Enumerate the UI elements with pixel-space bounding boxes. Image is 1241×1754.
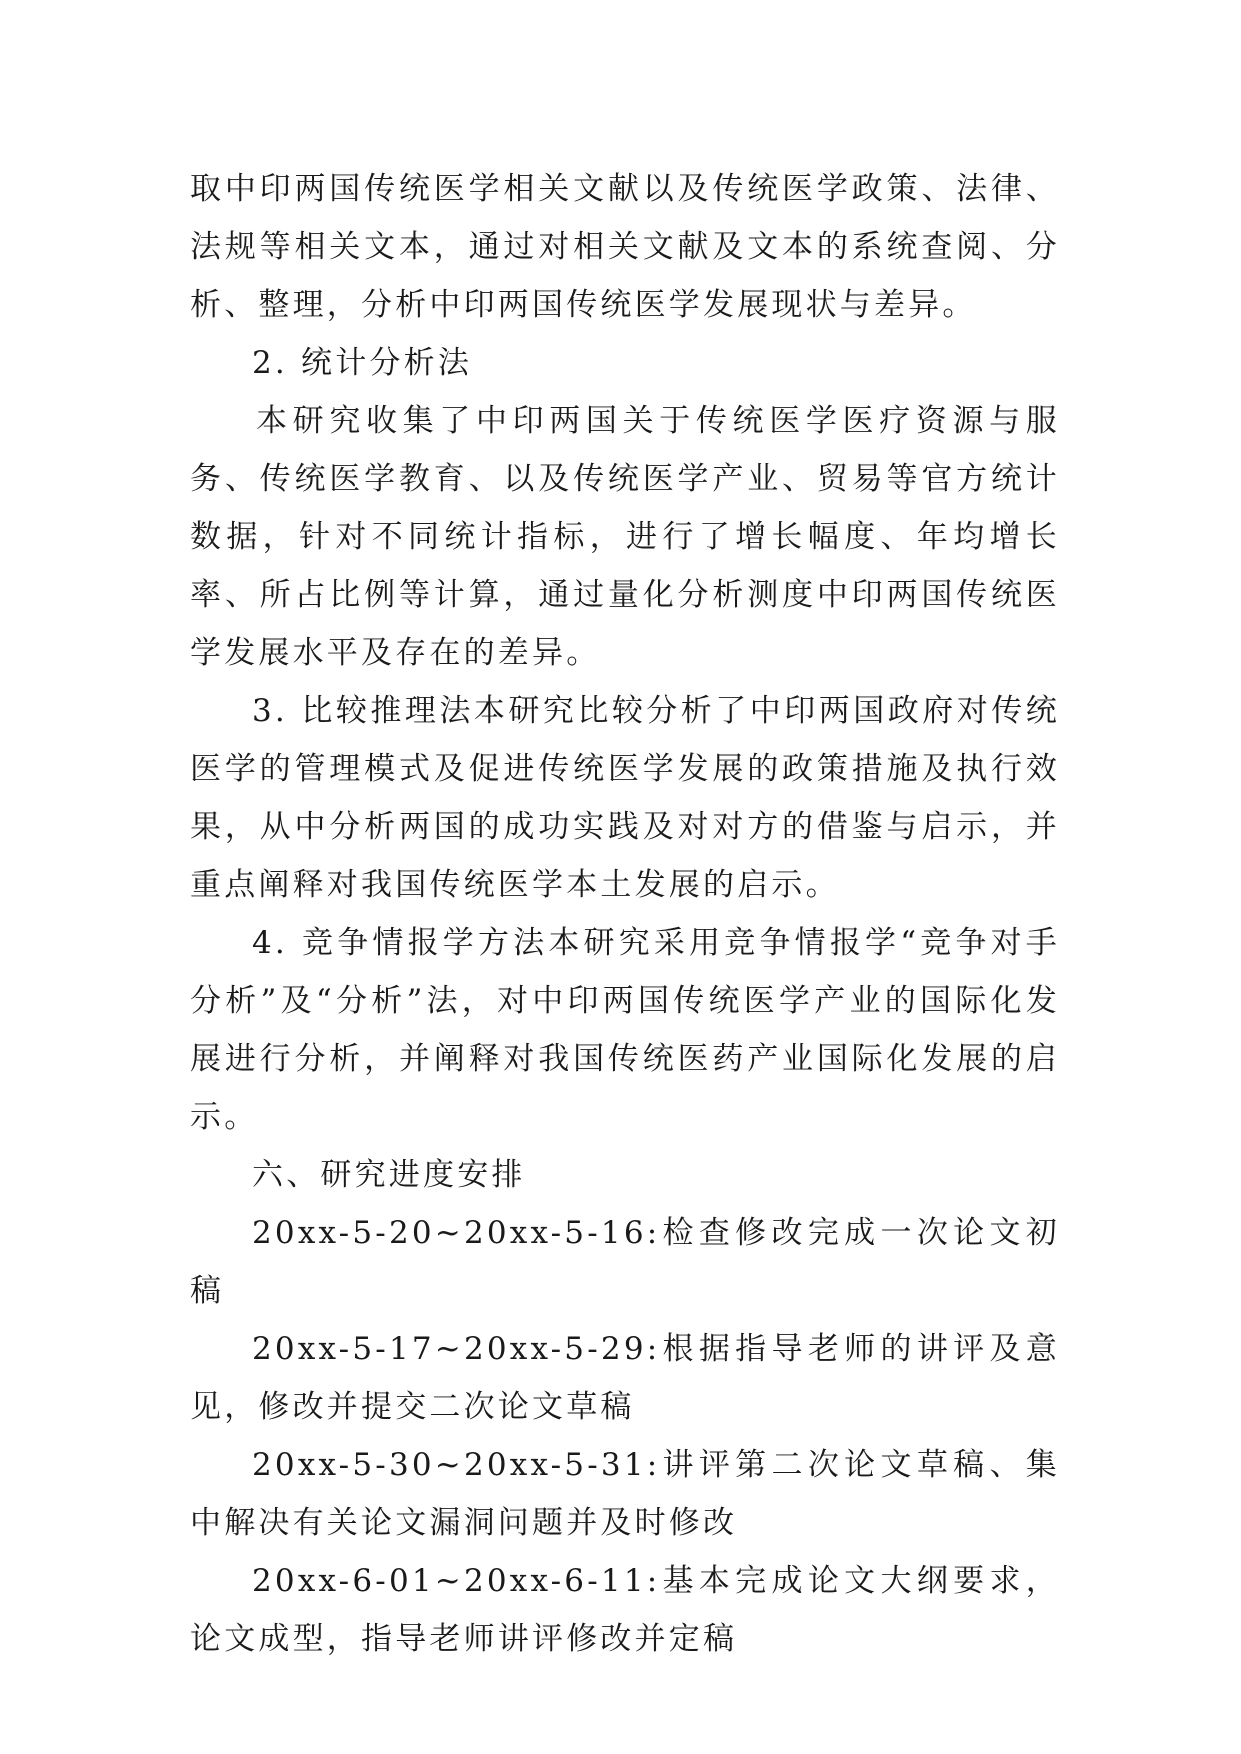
schedule-item-4: 20xx-6-01~20xx-6-11:基本完成论文大纲要求，论文成型，指导老师讲评修改并定稿 bbox=[190, 1563, 1060, 1657]
schedule-item-3: 20xx-5-30~20xx-5-31:讲评第二次论文草稿、集中解决有关论文漏洞问题并及时修改 bbox=[190, 1447, 1060, 1541]
schedule-item-2: 20xx-5-17~20xx-5-29:根据指导老师的讲评及意见，修改并提交二次论文草稿 bbox=[190, 1331, 1060, 1425]
paragraph-comparative-reasoning: 3. 比较推理法本研究比较分析了中印两国政府对传统医学的管理模式及促进传统医学发展的政策措施及执行效果，从中分析两国的成功实践及对对方的借鉴与启示，并重点阐释对我国传统医学本土发展的启示。 bbox=[190, 693, 1060, 903]
heading-research-schedule: 六、研究进度安排 bbox=[252, 1157, 526, 1193]
paragraph-competitive-intelligence: 4. 竞争情报学方法本研究采用竞争情报学“竞争对手分析”及“分析”法，对中印两国传统医学产业的国际化发展进行分析，并阐释对我国传统医药产业国际化发展的启示。 bbox=[190, 925, 1060, 1135]
paragraph-literature-method-continued: 取中印两国传统医学相关文献以及传统医学政策、法律、法规等相关文本，通过对相关文献及文本的系统查阅、分析、整理，分析中印两国传统医学发展现状与差异。 bbox=[190, 171, 1060, 323]
schedule-item-1: 20xx-5-20~20xx-5-16:检查修改完成一次论文初稿 bbox=[190, 1215, 1060, 1309]
paragraph-statistical-analysis: 本研究收集了中印两国关于传统医学医疗资源与服务、传统医学教育、以及传统医学产业、贸易等官方统计数据，针对不同统计指标，进行了增长幅度、年均增长率、所占比例等计算，通过量化分析测度中印两国传统医学发展水平及存在的差异。 bbox=[190, 403, 1060, 671]
heading-statistical-analysis: 2. 统计分析法 bbox=[252, 345, 473, 381]
document-body bbox=[190, 160, 1060, 1668]
